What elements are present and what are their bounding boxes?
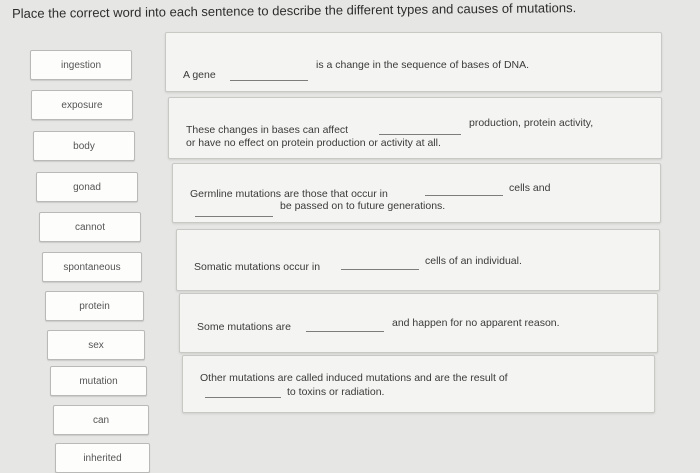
sentence-3 bbox=[172, 163, 661, 223]
sentence-5-text-a: Some mutations are bbox=[197, 321, 291, 333]
sentence-3-blank-1[interactable] bbox=[425, 195, 503, 196]
word-protein[interactable]: protein bbox=[45, 291, 144, 321]
word-cannot[interactable]: cannot bbox=[39, 212, 141, 242]
sentence-3-text-a: Germline mutations are those that occur in bbox=[190, 188, 388, 200]
sentence-4-text-b: cells of an individual. bbox=[425, 255, 522, 267]
sentence-5-blank[interactable] bbox=[306, 331, 384, 332]
word-bank bbox=[0, 0, 170, 473]
word-ingestion[interactable]: ingestion bbox=[30, 50, 132, 80]
sentence-2-text-b: production, protein activity, bbox=[469, 117, 594, 129]
sentence-1-blank[interactable] bbox=[230, 80, 308, 81]
word-spontaneous[interactable]: spontaneous bbox=[42, 252, 142, 282]
sentence-1-text-b: is a change in the sequence of bases of DNA. bbox=[316, 59, 530, 71]
word-gonad[interactable]: gonad bbox=[36, 172, 138, 202]
sentence-3-text-b: cells and bbox=[509, 182, 551, 194]
sentence-2-blank[interactable] bbox=[379, 134, 461, 135]
sentence-2-text-c: or have no effect on protein production or activity at all. bbox=[186, 137, 441, 149]
word-mutation[interactable]: mutation bbox=[50, 366, 147, 396]
instructions: Place the correct word into each sentence to describe the different types and causes of mutations. bbox=[12, 0, 577, 21]
word-body[interactable]: body bbox=[33, 131, 135, 161]
sentence-5 bbox=[179, 293, 658, 353]
sentence-5-text-b: and happen for no apparent reason. bbox=[392, 317, 560, 329]
sentence-3-text-c: be passed on to future generations. bbox=[280, 200, 446, 212]
sentence-6-blank[interactable] bbox=[205, 397, 281, 398]
word-inherited[interactable]: inherited bbox=[55, 443, 150, 473]
sentence-1 bbox=[165, 32, 662, 92]
word-exposure[interactable]: exposure bbox=[31, 90, 133, 120]
sentence-4-text-a: Somatic mutations occur in bbox=[194, 261, 321, 273]
word-sex[interactable]: sex bbox=[47, 330, 145, 360]
sentence-2-text-a: These changes in bases can affect bbox=[186, 124, 349, 136]
sentence-1-text-a: A gene bbox=[183, 69, 216, 81]
sentence-6 bbox=[182, 355, 655, 413]
sentence-4 bbox=[176, 229, 660, 291]
sentence-4-blank[interactable] bbox=[341, 269, 419, 270]
sentence-3-blank-2[interactable] bbox=[195, 216, 273, 217]
sentence-2 bbox=[168, 97, 662, 159]
sentence-6-text-b: to toxins or radiation. bbox=[287, 386, 385, 398]
word-can[interactable]: can bbox=[53, 405, 149, 435]
sentence-6-text-a: Other mutations are called induced mutations and are the result of bbox=[200, 372, 508, 384]
